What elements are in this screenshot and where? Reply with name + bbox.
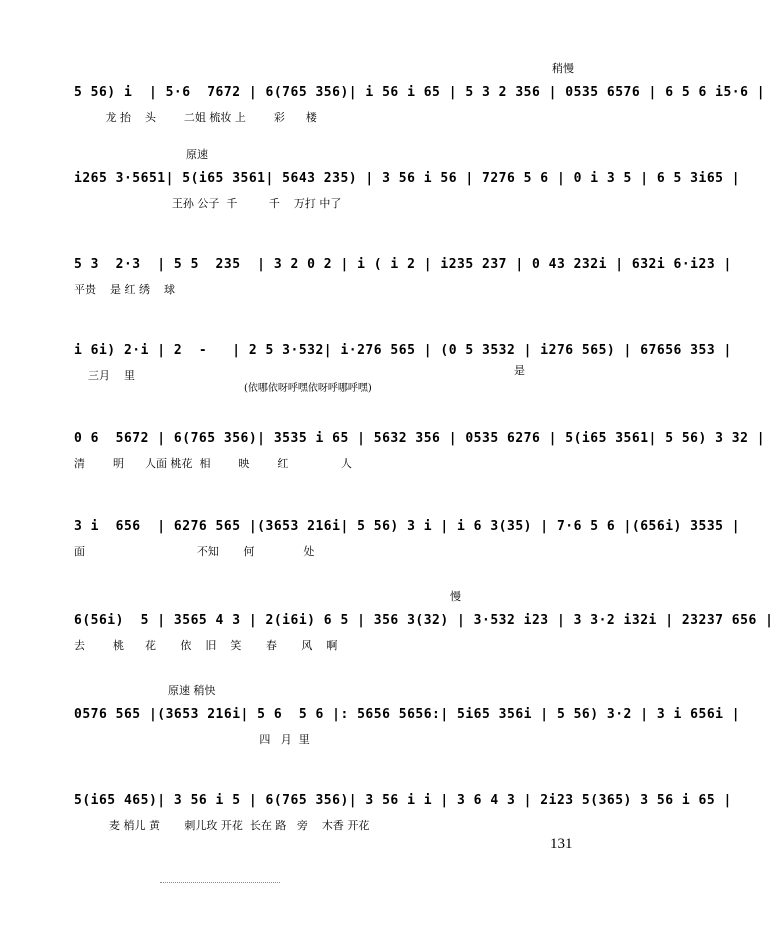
lyrics-line: 龙 抬 头 二姐 梳妆 上 彩 楼: [74, 111, 317, 124]
lyrics-line: 麦 梢儿 黄 刺儿玫 开花 长在 路 旁 木香 开花: [74, 819, 370, 832]
notation-line: 5 56) i | 5·6 7672 | 6(765 356)| i 56 i 65 | 5 3 2 356 | 0535 6576 | 6 5 6 i5·6 |: [74, 85, 766, 100]
tempo-marking: 慢: [450, 590, 461, 603]
notation-line: i265 3·5651| 5(i65 3561| 5643 235) | 3 56 i 56 | 7276 5 6 | 0 i 3 5 | 6 5 3i65 |: [74, 171, 741, 186]
score-system-5: [74, 408, 766, 488]
lyric-trail: 是: [514, 364, 525, 377]
notation-line: 0576 565 |(3653 216i| 5 6 5 6 |: 5656 5656:| 5i65 356i | 5 56) 3·2 | 3 i 656i |: [74, 707, 741, 722]
lyrics-line: 清 明 人面 桃花 相 映 红 人: [74, 457, 352, 470]
notation-line: 5(i65 465)| 3 56 i 5 | 6(765 356)| 3 56 i i | 3 6 4 3 | 2i23 5(365) 3 56 i 65 |: [74, 793, 732, 808]
lyrics-line: 面 不知 何 处: [74, 545, 315, 558]
score-system-4: [74, 320, 732, 400]
notation-line: 5 3 2·3 | 5 5 235 | 3 2 0 2 | i ( i 2 | i235 237 | 0 43 232i | 632i 6·i23 |: [74, 257, 732, 272]
lyrics-line: 平贵 是 红 绣 球: [74, 283, 175, 296]
scan-smudge: [160, 882, 280, 887]
notation-line: 3 i 656 | 6276 565 |(3653 216i| 5 56) 3 i | i 6 3(35) | 7·6 5 6 |(656i) 3535 |: [74, 519, 741, 534]
lyrics-line: 四 月 里: [74, 733, 310, 746]
lyrics-line: 三月 里: [74, 369, 135, 382]
score-system-2: [74, 148, 741, 228]
score-system-8: [74, 684, 741, 764]
notation-line: i 6i) 2·i | 2 - | 2 5 3·532| i·276 565 | (0 5 3532 | i276 565) | 67656 353 |: [74, 343, 732, 358]
score-system-7: [74, 590, 773, 670]
score-system-1: [74, 62, 766, 142]
tempo-marking: 原速 稍快: [168, 684, 216, 697]
vocable-annotation: (依哪依呀呼嘿依呀呼哪呼嘿): [244, 383, 372, 394]
lyrics-line: 王孙 公子 千 千 万打 中了: [74, 197, 342, 210]
notation-line: 0 6 5672 | 6(765 356)| 3535 i 65 | 5632 356 | 0535 6276 | 5(i65 3561| 5 56) 3 32 |: [74, 431, 766, 446]
score-system-9: [74, 770, 732, 850]
notation-line: 6(56i) 5 | 3565 4 3 | 2(i6i) 6 5 | 356 3(32) | 3·532 i23 | 3 3·2 i32i | 23237 656 |: [74, 613, 773, 628]
score-system-6: [74, 496, 741, 576]
tempo-marking: 稍慢: [552, 62, 574, 75]
score-system-3: [74, 234, 732, 314]
page-number: 131: [550, 836, 573, 852]
tempo-marking: 原速: [186, 148, 208, 161]
lyrics-line: 去 桃 花 依 旧 笑 春 风 啊: [74, 639, 338, 652]
